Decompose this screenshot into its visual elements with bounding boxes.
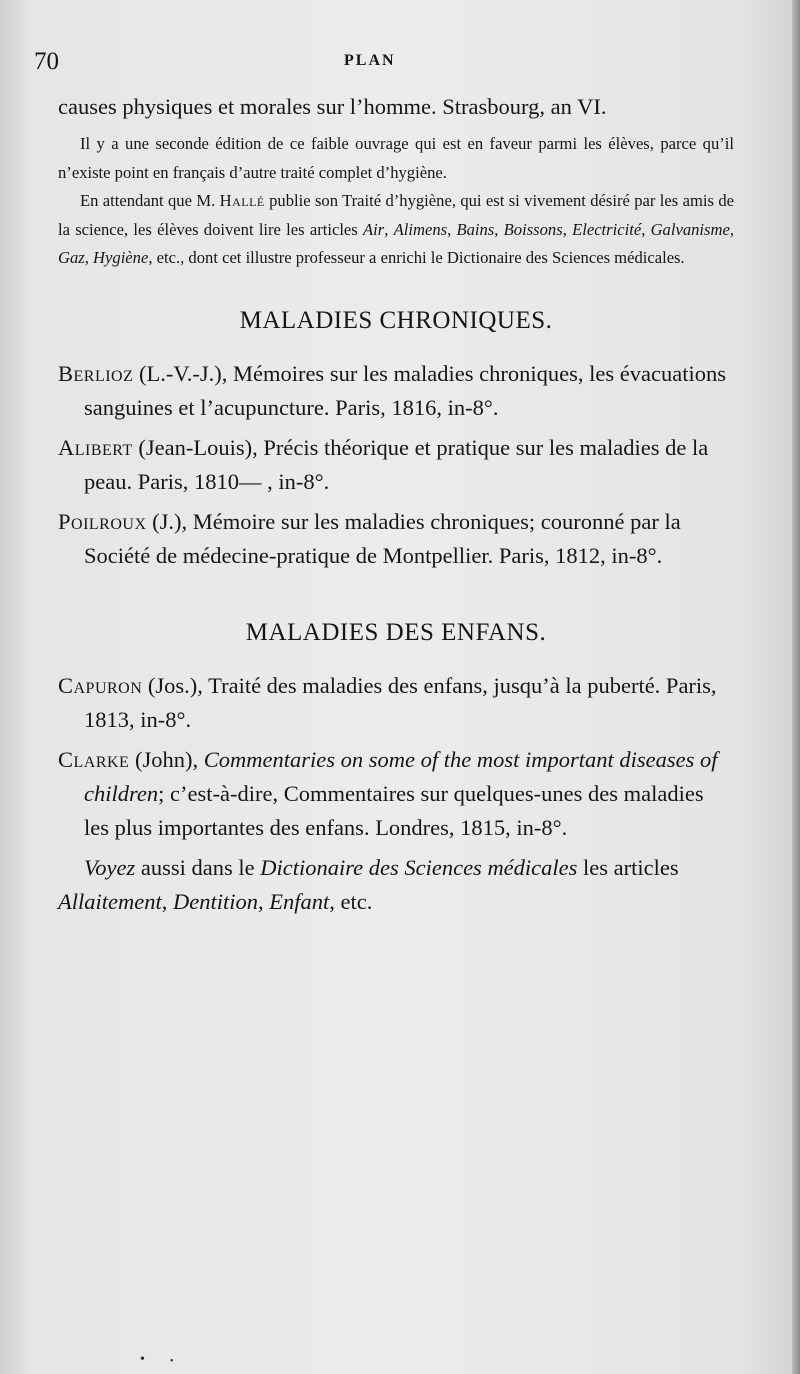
ink-speck: • (140, 1352, 145, 1367)
note-paragraph: En attendant que M. Hallé publie son Traité d’hygiène, qui est si vivement désiré par les amis de la science, les élèves doivent lire les articles Air, Alimens, Bains, Boissons, Electricité, Galvanisme, Gaz, Hygiène, etc., dont cet illustre professeur a enrichi le Dictionaire des Sciences médicales. (58, 191, 735, 267)
page-header (0, 46, 800, 82)
bibliography-entry: Capuron (Jos.), Traité des maladies des enfans, jusqu’à la puberté. Paris, 1813, in-8°. (58, 672, 717, 732)
author-name: Hallé (219, 191, 265, 210)
see-also-paragraph: Voyez aussi dans le Dictionaire des Sciences médicales les articles Allaitement, Dentition, Enfant, etc. (58, 854, 679, 914)
author-name: Poilroux (58, 508, 147, 534)
author-name: Clarke (58, 746, 130, 772)
page-body (58, 90, 734, 919)
bibliography-entry: Poilroux (J.), Mémoire sur les maladies chroniques; couronné par la Société de médecine-pratique de Montpellier. Paris, 1812, in-8°. (58, 508, 681, 568)
note-paragraph (58, 130, 734, 187)
ink-speck: • (170, 1356, 174, 1367)
bibliography-entry: Alibert (Jean-Louis), Précis théorique et pratique sur les maladies de la peau. Paris, 1810— , in-8°. (58, 434, 709, 494)
bibliography-entry: Clarke (John), Commentaries on some of the most important diseases of children; c’est-à-dire, Commentaires sur quelques-unes des maladies les plus importantes des enfans. Londres, 1815, in-8°. (58, 746, 718, 840)
note-text: Il y a une seconde édition de ce faible ouvrage qui est en faveur parmi les élèves, parce qu’il n’existe point en français d’autre traité complet d’hygiène. (58, 134, 734, 182)
author-name: Alibert (58, 434, 133, 460)
section-heading-chronic: MALADIES CHRONIQUES. (239, 306, 553, 334)
english-title: Commentaries on some of the most important diseases of children (84, 746, 718, 806)
page-number: 70 (34, 48, 59, 75)
bibliography-entry: Berlioz (L.-V.-J.), Mémoires sur les maladies chroniques, les évacuations sanguines et l’acupuncture. Paris, 1816, in-8°. (58, 360, 726, 420)
continued-entry (58, 90, 734, 124)
section-heading-children: MALADIES DES ENFANS. (245, 618, 547, 646)
author-name: Capuron (58, 672, 143, 698)
running-head: PLAN (344, 52, 396, 69)
page-spine-shadow (792, 0, 800, 1374)
continued-entry-text: causes physiques et morales sur l’homme. Strasbourg, an VI. (58, 94, 607, 119)
author-name: Berlioz (58, 360, 134, 386)
